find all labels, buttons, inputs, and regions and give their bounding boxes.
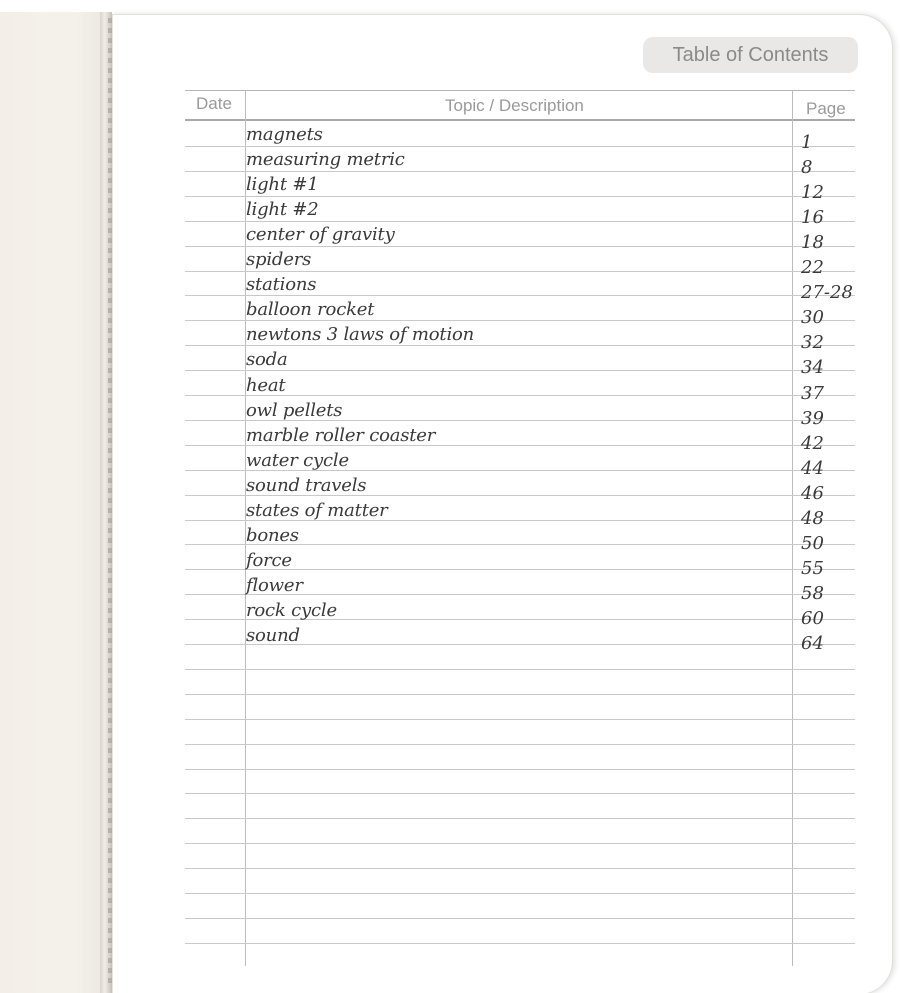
header-top-line <box>185 90 855 91</box>
toc-entry-page: 12 <box>801 182 824 203</box>
toc-entry-topic: balloon rocket <box>246 299 375 320</box>
ruled-line <box>185 295 855 296</box>
column-header-page: Page <box>806 99 846 118</box>
ruled-line <box>185 893 855 894</box>
toc-entry-topic: heat <box>246 375 286 396</box>
toc-entry-page: 37 <box>801 383 824 404</box>
ruled-line <box>185 146 855 147</box>
ruled-line <box>185 744 855 745</box>
ruled-line <box>185 694 855 695</box>
toc-entry-page: 46 <box>801 483 824 504</box>
ruled-line <box>185 719 855 720</box>
toc-entry-topic: rock cycle <box>246 600 337 621</box>
toc-entry-page: 8 <box>801 157 813 178</box>
toc-entry-page: 34 <box>801 357 824 378</box>
toc-entry-page: 55 <box>801 558 824 579</box>
toc-entry-topic: force <box>246 550 292 571</box>
toc-entry-page: 18 <box>801 232 824 253</box>
toc-entry-topic: states of matter <box>246 500 388 521</box>
ruled-line <box>185 843 855 844</box>
toc-entry-page: 32 <box>801 332 824 353</box>
toc-entry-page: 42 <box>801 433 824 454</box>
ruled-line <box>185 395 855 396</box>
ruled-line <box>185 793 855 794</box>
toc-entry-topic: owl pellets <box>246 400 343 421</box>
ruled-line <box>185 370 855 371</box>
toc-entry-topic: magnets <box>246 124 323 145</box>
ruled-line <box>185 196 855 197</box>
toc-entry-topic: soda <box>246 349 288 370</box>
ruled-line <box>185 943 855 944</box>
toc-entry-topic: bones <box>246 525 299 546</box>
ruled-line <box>185 769 855 770</box>
toc-entry-page: 58 <box>801 583 824 604</box>
toc-entry-page: 27-28 <box>801 282 853 303</box>
toc-entry-page: 16 <box>801 207 824 228</box>
left-page-edge <box>0 12 109 993</box>
toc-entry-page: 60 <box>801 608 824 629</box>
toc-entry-page: 1 <box>801 132 813 153</box>
toc-entry-topic: water cycle <box>246 450 349 471</box>
toc-entry-topic: newtons 3 laws of motion <box>246 324 475 345</box>
toc-entry-topic: center of gravity <box>246 224 395 245</box>
toc-entry-topic: marble roller coaster <box>246 425 436 446</box>
column-header-date: Date <box>196 94 232 113</box>
ruled-line <box>185 320 855 321</box>
toc-entry-page: 50 <box>801 533 824 554</box>
toc-entry-page: 64 <box>801 633 824 654</box>
toc-entry-topic: light #1 <box>246 174 319 195</box>
toc-entry-page: 39 <box>801 408 824 429</box>
toc-entry-page: 22 <box>801 257 824 278</box>
toc-entry-topic: sound <box>246 625 300 646</box>
ruled-line <box>185 271 855 272</box>
ruled-line <box>185 918 855 919</box>
ruled-line <box>185 818 855 819</box>
toc-entry-page: 30 <box>801 307 824 328</box>
toc-entry-page: 44 <box>801 458 824 479</box>
toc-entry-topic: measuring metric <box>246 149 405 170</box>
table-of-contents-badge: Table of Contents <box>643 37 858 73</box>
ruled-line <box>185 221 855 222</box>
ruled-line <box>185 868 855 869</box>
column-header-topic: Topic / Description <box>445 96 584 115</box>
toc-entry-topic: flower <box>246 575 303 596</box>
toc-entry-page: 48 <box>801 508 824 529</box>
ruled-line <box>185 669 855 670</box>
ruled-line <box>185 171 855 172</box>
toc-entry-topic: light #2 <box>246 199 319 220</box>
header-bottom-line <box>185 119 855 121</box>
notebook-page <box>112 14 893 993</box>
toc-entry-topic: spiders <box>246 249 312 270</box>
ruled-line <box>185 345 855 346</box>
toc-entry-topic: sound travels <box>246 475 367 496</box>
toc-entry-topic: stations <box>246 274 317 295</box>
ruled-line <box>185 246 855 247</box>
